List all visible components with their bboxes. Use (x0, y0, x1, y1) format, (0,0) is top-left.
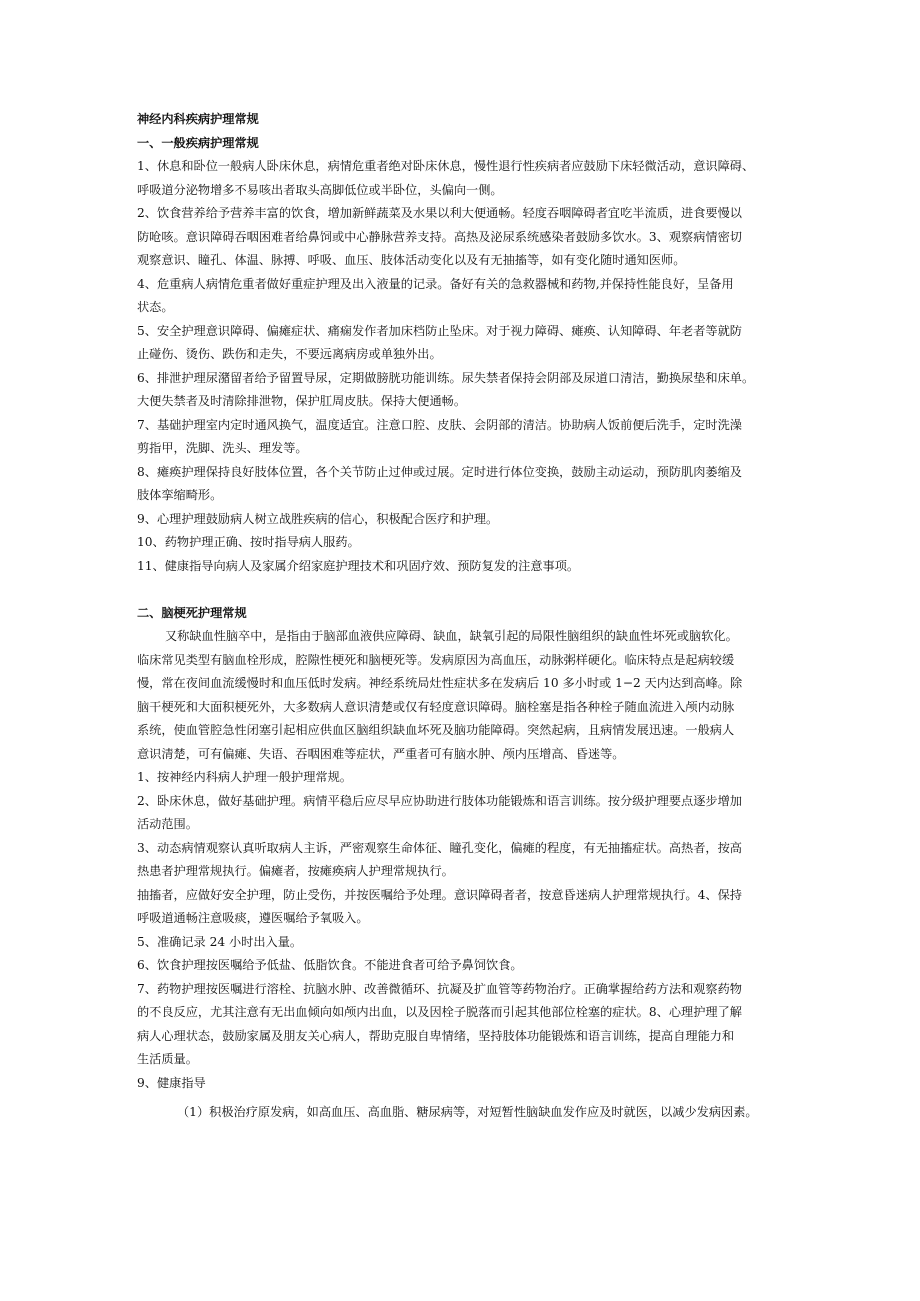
intro-first-line: 又称缺血性脑卒中，是指由于脑部血液供应障碍、缺血，缺氧引起的局限性脑组织的缺血性坏死或脑软化。 (165, 629, 738, 643)
text-line: 2、卧床休息，做好基础护理。病情平稳后应尽早应协助进行肢体功能锻炼和语言训练。按分级护理要点逐步增加 (137, 793, 742, 808)
text-line: 止碰伤、烫伤、跌伤和走失，不要远离病房或单独外出。 (137, 347, 442, 361)
blank-line (137, 578, 797, 602)
text-line: 脑干梗死和大面积梗死外，大多数病人意识清楚或仅有轻度意识障碍。脑栓塞是指各种栓子随血流进入颅内动脉 (137, 699, 735, 714)
text-line: 肢体挛缩畸形。 (137, 488, 223, 502)
section-1-body (137, 155, 797, 578)
text-line: 11、健康指导向病人及家属介绍家庭护理技术和巩固疗效、预防复发的注意事项。 (137, 558, 580, 573)
text-line: 1、休息和卧位一般病人卧床休息，病情危重者绝对卧床休息，慢性退行性疾病者应鼓励下床轻微活动，意识障碍、 (137, 159, 755, 173)
text-line: 5、安全护理意识障碍、偏瘫症状、痛痫发作者加床档防止坠床。对于视力障碍、瘫痪、认知障碍、年老者等就防 (137, 323, 742, 338)
section-2-heading: 二、脑梗死护理常规 (137, 605, 247, 620)
text-line: 7、药物护理按医嘱进行溶栓、抗脑水肿、改善微循环、抗凝及扩血管等药物治疗。正确掌握给药方法和观察药物 (137, 981, 742, 996)
text-line: 意识清楚，可有偏瘫、失语、吞咽困难等症状，严重者可有脑水肿、颅内压增高、昏迷等。 (137, 746, 625, 761)
text-line: 3、动态病情观察认真听取病人主诉，严密观察生命体征、瞳孔变化，偏瘫的程度，有无抽搐症状。高热者，按高 (137, 840, 742, 855)
text-line: 热患者护理常规执行。偏瘫者，按瘫痪病人护理常规执行。 (137, 864, 454, 878)
text-line: 5、准确记录 24 小时出入量。 (137, 934, 303, 949)
text-line: 7、基础护理室内定时通风换气，温度适宜。注意口腔、皮肤、会阴部的清洁。协助病人饭前便后洗手，定时洗澡 (137, 417, 742, 432)
text-line: 病人心理状态，鼓励家属及朋友关心病人，帮助克服自卑情绪，坚持肢体功能锻炼和语言训练，提高自理能力和 (137, 1028, 735, 1043)
section-2-body (137, 625, 797, 1125)
text-line: 呼吸道通畅注意吸痰，遵医嘱给予氧吸入。 (137, 911, 369, 925)
document-title: 神经内科疾病护理常规 (137, 112, 259, 126)
text-line: 1、按神经内科病人护理一般护理常规。 (137, 770, 352, 784)
text-line: 呼吸道分泌物增多不易咳出者取头高脚低位或半卧位，头偏向一侧。 (137, 182, 503, 197)
text-line: 10、药物护理正确、按时指导病人服药。 (137, 535, 360, 549)
health-guidance-item-1: （1）积极治疗原发病，如高血压、高血脂、糖尿病等，对短暂性脑缺血发作应及时就医，以减少发病因素。 (177, 1105, 758, 1119)
document-body (137, 108, 797, 1125)
text-line: 系统，使血管腔急性闭塞引起相应供血区脑组织缺血坏死及脑功能障碍。突然起病，且病情发展迅速。一般病人 (137, 723, 735, 737)
text-line: 剪指甲，洗脚、洗头、理发等。 (137, 441, 308, 455)
text-line: 慢，常在夜间血流缓慢时和血压低时发病。神经系统局灶性症状多在发病后 10 多小时或 1−2 天内达到高峰。除 (137, 676, 743, 690)
text-line: 2、饮食营养给予营养丰富的饮食，增加新鲜蔬菜及水果以利大便通畅。轻度吞咽障碍者宜吃半流质，进食要慢以 (137, 206, 742, 220)
text-line: 4、危重病人病情危重者做好重症护理及出入液量的记录。备好有关的急救器械和药物,并保持性能良好，呈备用 (137, 276, 734, 291)
text-line: 临床常见类型有脑血栓形成，腔隙性梗死和脑梗死等。发病原因为高血压，动脉粥样硬化。临床特点是起病较缓 (137, 652, 735, 667)
text-line: 大便失禁者及时清除排泄物，保护肛周皮肤。保持大便通畅。 (137, 394, 467, 408)
text-line: 6、饮食护理按医嘱给予低盐、低脂饮食。不能进食者可给予鼻饲饮食。 (137, 958, 523, 972)
text-line: 的不良反应，尤其注意有无出血倾向如颅内出血，以及因栓子脱落而引起其他部位栓塞的症状。8、心理护理了解 (137, 1005, 742, 1019)
text-line: 9、健康指导 (137, 1075, 206, 1090)
text-line: 活动范围。 (137, 817, 198, 831)
text-line: 6、排泄护理尿潴留者给予留置导尿，定期做膀胱功能训练。尿失禁者保持会阴部及尿道口清洁，勤换尿垫和床单。 (137, 370, 755, 385)
text-line: 抽搐者，应做好安全护理，防止受伤，并按医嘱给予处理。意识障碍者者，按意昏迷病人护理常规执行。4、保持 (137, 887, 742, 902)
section-1-heading: 一、一般疾病护理常规 (137, 135, 259, 150)
text-line: 9、心理护理鼓励病人树立战胜疾病的信心，积极配合医疗和护理。 (137, 511, 499, 526)
text-line: 状态。 (137, 300, 174, 314)
text-line: 8、瘫痪护理保持良好肢体位置，各个关节防止过伸或过展。定时进行体位变换，鼓励主动运动，预防肌肉萎缩及 (137, 464, 742, 479)
text-line: 防呛咳。意识障碍吞咽困难者给鼻饲或中心静脉营养支持。高热及泌尿系统感染者鼓励多饮水。3、观察病情密切 (137, 229, 742, 244)
text-line: 观察意识、瞳孔、体温、脉搏、呼吸、血压、肢体活动变化以及有无抽搐等，如有变化随时通知医师。 (137, 253, 686, 267)
text-line: 生活质量。 (137, 1052, 198, 1066)
